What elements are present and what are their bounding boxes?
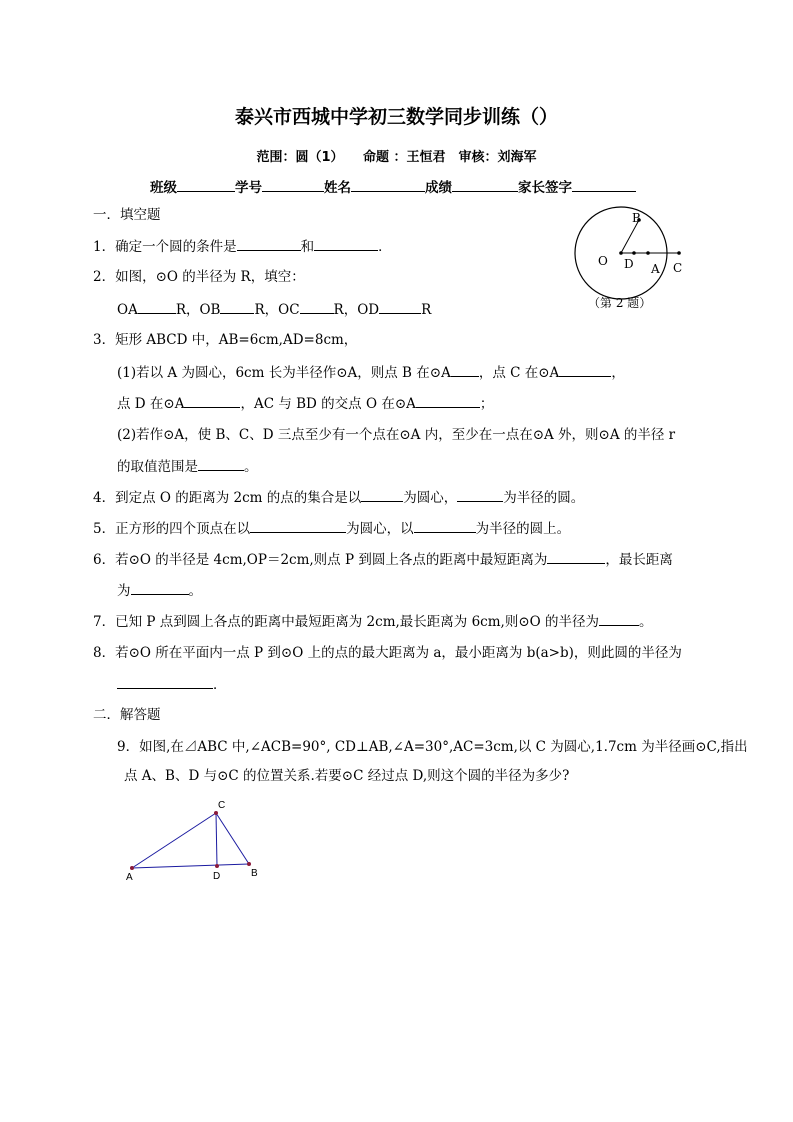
side-cb <box>216 813 249 864</box>
question-3: 3．矩形 ABCD 中，AB=6cm,AD=8cm， <box>93 332 358 348</box>
section-1-heading: 一．填空题 <box>93 207 161 223</box>
point-o <box>619 251 623 255</box>
side-ac <box>132 813 216 868</box>
question-9: 9．如图,在⊿ABC 中,∠ACB=90°, CD⊥AB,∠A=30°,AC=3cm,以 C 为圆心,1.7cm 为半径画⊙C,指出 <box>117 739 748 755</box>
label-b: B <box>632 211 641 225</box>
altitude-cd <box>216 813 217 866</box>
label-o: O <box>598 254 608 268</box>
page-title: 泰兴市西城中学初三数学同步训练（） <box>234 106 558 128</box>
point-b <box>247 862 251 866</box>
question-4: 4．到定点 O 的距离为 2cm 的点的集合是以 为圆心， 为半径的圆。 <box>93 490 585 506</box>
answer-blank[interactable] <box>457 488 503 502</box>
point-d <box>632 251 636 255</box>
question-8: 8．若⊙O 所在平面内一点 P 到⊙O 上的点的最大距离为 a，最小距离为 b(a>b)，则此圆的半径为 <box>93 645 682 661</box>
label-b: B <box>251 868 258 879</box>
label-c: C <box>673 261 683 275</box>
question-3-part-2b: 的取值范围是 。 <box>117 459 258 475</box>
parent-sign-label: 家长签字 <box>518 180 572 196</box>
section-2-heading: 二．解答题 <box>93 707 161 723</box>
answer-blank[interactable] <box>250 519 346 533</box>
question-3-part-2: (2)若作⊙A，使 B、C、D 三点至少有一个点在⊙A 内，至少在一点在⊙A 外，则⊙A 的半径 r <box>117 427 676 443</box>
answer-blank[interactable] <box>138 300 176 314</box>
answer-blank[interactable] <box>414 519 476 533</box>
parent-sign-field[interactable] <box>572 177 636 192</box>
question-6b: 为 。 <box>117 583 202 599</box>
question-3-part-1b: 点 D 在⊙A ，AC 与 BD 的交点 O 在⊙A ； <box>117 396 494 412</box>
answer-blank[interactable] <box>379 300 421 314</box>
question-2-blanks: OA R，OB R，OC R，OD R <box>117 302 432 318</box>
name-label: 姓名 <box>324 180 351 196</box>
answer-blank[interactable] <box>220 300 254 314</box>
answer-blank[interactable] <box>361 488 403 502</box>
score-label: 成绩 <box>425 180 452 196</box>
point-c <box>677 251 681 255</box>
answer-blank[interactable] <box>237 237 301 251</box>
point-d <box>215 864 219 868</box>
triangle-figure <box>120 796 270 886</box>
question-3-part-1: (1)若以 A 为圆心，6cm 长为半径作⊙A，则点 B 在⊙A ，点 C 在⊙A ， <box>117 365 625 381</box>
label-a: A <box>126 872 133 883</box>
circle-figure <box>560 206 700 316</box>
side-ab <box>132 864 249 868</box>
answer-blank[interactable] <box>117 675 213 689</box>
class-label: 班级 <box>150 180 177 196</box>
answer-blank[interactable] <box>314 237 378 251</box>
question-2: 2．如图，⊙O 的半径为 R，填空： <box>93 269 305 285</box>
question-5: 5．正方形的四个顶点在以 为圆心，以 为半径的圆上。 <box>93 521 571 537</box>
class-field[interactable] <box>177 177 235 192</box>
answer-blank[interactable] <box>300 300 334 314</box>
question-8b: ． <box>117 675 227 694</box>
label-a: A <box>651 262 660 276</box>
label-c: C <box>218 800 226 811</box>
answer-blank[interactable] <box>131 581 189 595</box>
answer-blank[interactable] <box>184 394 240 408</box>
point-a <box>646 251 650 255</box>
question-1: 1．确定一个圆的条件是 和 ． <box>93 239 392 255</box>
score-field[interactable] <box>452 177 518 192</box>
label-d: D <box>624 257 634 271</box>
answer-blank[interactable] <box>559 363 611 377</box>
label-d: D <box>213 871 221 882</box>
student-id-field[interactable] <box>262 177 324 192</box>
page-subtitle: 范围：圆（1） 命题 ：王恒君 审核：刘海军 <box>256 150 537 165</box>
name-field[interactable] <box>351 177 425 192</box>
question-6: 6．若⊙O 的半径是 4cm,OP＝2cm,则点 P 到圆上各点的距离中最短距离为 ，最长距离 <box>93 552 673 568</box>
point-c <box>214 811 218 815</box>
student-id-label: 学号 <box>235 180 262 196</box>
answer-blank[interactable] <box>547 550 605 564</box>
question-9b: 点 A、B、D 与⊙C 的位置关系.若要⊙C 经过点 D,则这个圆的半径为多少? <box>124 768 570 784</box>
info-row <box>150 176 636 196</box>
figure-caption: （第 2 题） <box>588 296 652 310</box>
question-7: 7．已知 P 点到圆上各点的距离中最短距离为 2cm,最长距离为 6cm,则⊙O 的半径为 。 <box>93 614 653 630</box>
answer-blank[interactable] <box>198 457 244 471</box>
point-a <box>130 866 134 870</box>
answer-blank[interactable] <box>416 394 480 408</box>
answer-blank[interactable] <box>451 363 479 377</box>
answer-blank[interactable] <box>599 612 639 626</box>
